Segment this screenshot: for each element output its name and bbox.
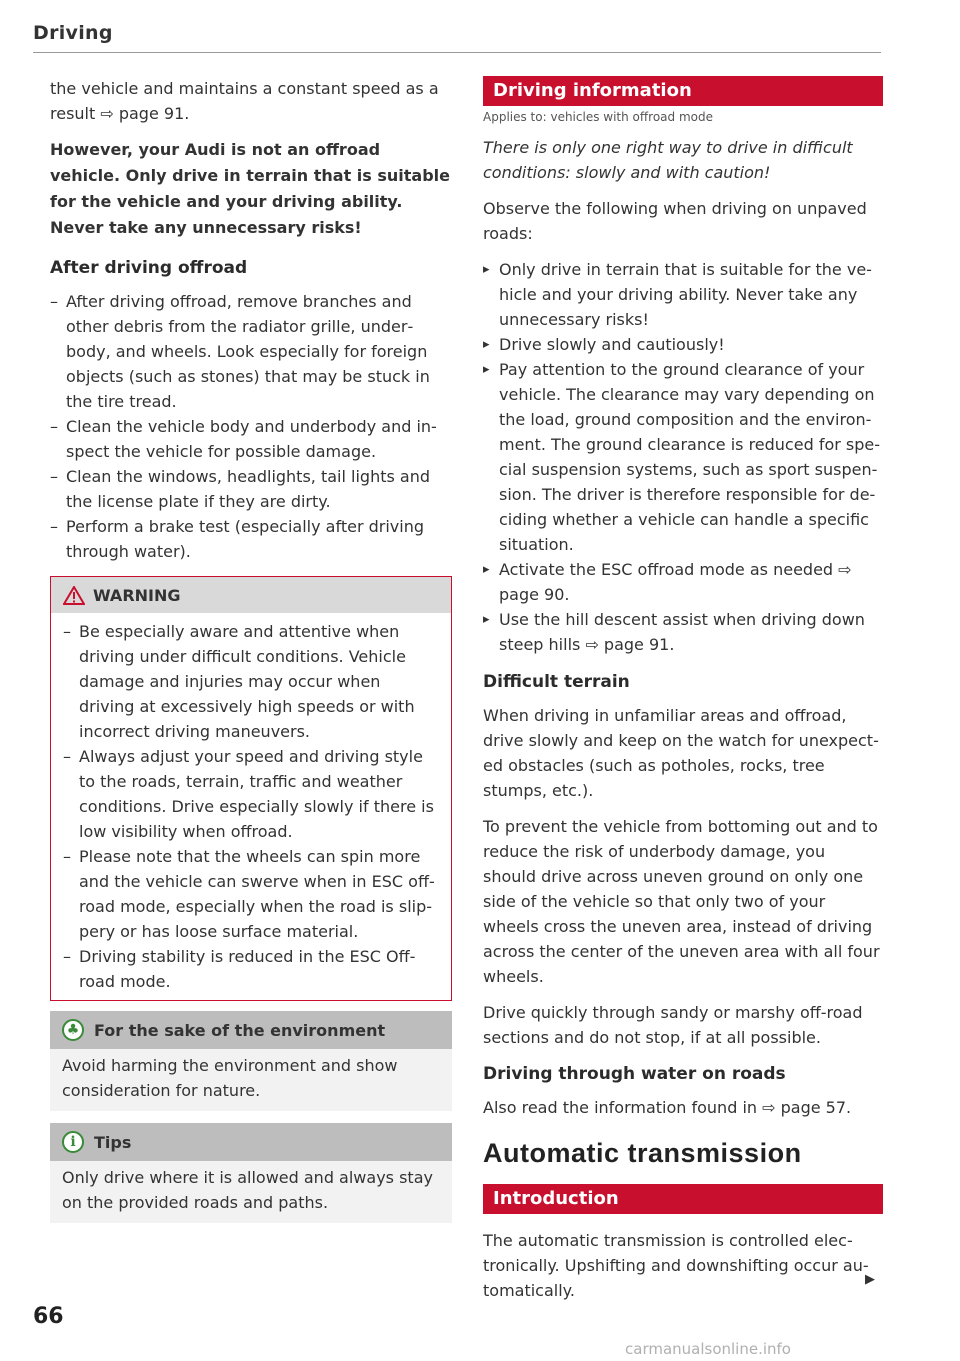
paragraph: Also read the information found in ⇨ page 57. — [483, 1098, 852, 1117]
warning-body — [51, 613, 451, 1000]
tips-header — [50, 1123, 452, 1161]
applies-to-note: Applies to: vehicles with offroad mode — [483, 110, 713, 124]
offroad-notice: However, your Audi is not an offroad vehicle. Only drive in terrain that is suitable for the vehicle and your driving ability. Never take any unnecessary risks! — [50, 140, 451, 237]
warning-title: WARNING — [93, 585, 181, 605]
list-item: – Clean the windows, headlights, tail lights and the license plate if they are dirty. — [50, 464, 452, 514]
heading-difficult-terrain: Difficult terrain — [483, 672, 630, 692]
watermark: carmanualsonline.info — [625, 1340, 791, 1358]
heading-after-driving-offroad: After driving offroad — [50, 258, 248, 278]
tips-title: Tips — [94, 1132, 132, 1152]
environment-title: For the sake of the environment — [94, 1020, 386, 1040]
continue-arrow-icon: ▶ — [865, 1272, 875, 1287]
paragraph: the vehicle and maintains a constant speed as a result ⇨ page 91. — [50, 79, 439, 123]
heading-driving-through-water: Driving through water on roads — [483, 1064, 786, 1084]
list-item: ▸ Only drive in terrain that is suitable for the vehicle and your driving ability. Never take any unnecessary risks! — [483, 257, 883, 332]
heading-automatic-transmission: Automatic transmission — [483, 1138, 802, 1168]
intro-italic: There is only one right way to drive in difficult conditions: slowly and with caution! — [483, 138, 853, 182]
list-item: – Always adjust your speed and driving style to the roads, terrain, traffic and weather conditions. Drive especially slowly if there is low visibility when offroad. — [63, 744, 439, 844]
info-icon: i — [62, 1131, 84, 1153]
list-item: – Be especially aware and attentive when driving under difficult conditions. Vehicle damage and injuries may occur when driving at excessively high speeds or with incorrect driving maneuvers. — [63, 619, 439, 744]
warning-list — [63, 619, 439, 994]
environment-box — [50, 1011, 452, 1111]
section-title-introduction: Introduction — [483, 1184, 883, 1214]
warning-triangle-icon — [63, 586, 85, 605]
list-item: ▸ Use the hill descent assist when driving down steep hills ⇨ page 91. — [483, 607, 883, 657]
list-item: – Driving stability is reduced in the ESC Offroad mode. — [63, 944, 439, 994]
list-item: ▸ Pay attention to the ground clearance of your vehicle. The clearance may vary depending on the load, ground composition and the environment. The ground clearance is reduced for special suspension systems, such as sport suspension. The driver is therefore responsible for deciding whether a vehicle can handle a specific situation. — [483, 357, 883, 557]
list-item: – After driving offroad, remove branches and other debris from the radiator grille, underbody, and wheels. Look especially for foreign objects (such as stones) that may be stuck in the tire tread. — [50, 289, 452, 414]
page-number: 66 — [33, 1304, 64, 1329]
after-driving-list — [50, 289, 452, 564]
list-item: ▸ Drive slowly and cautiously! — [483, 332, 883, 357]
right-column — [483, 76, 883, 1314]
paragraph: When driving in unfamiliar areas and offroad, drive slowly and keep on the watch for unexpected obstacles (such as potholes, rocks, tree stumps, etc.). — [483, 706, 879, 800]
list-item: – Clean the vehicle body and underbody and inspect the vehicle for possible damage. — [50, 414, 452, 464]
tips-body: Only drive where it is allowed and always stay on the provided roads and paths. — [62, 1168, 433, 1212]
header-title: Driving — [33, 22, 113, 44]
paragraph: Observe the following when driving on unpaved roads: — [483, 199, 867, 243]
leaf-icon: ♣ — [62, 1019, 84, 1041]
list-item: – Please note that the wheels can spin more and the vehicle can swerve when in ESC offroad mode, especially when the road is slippery or has loose surface material. — [63, 844, 439, 944]
left-column — [50, 76, 452, 1235]
paragraph: To prevent the vehicle from bottoming out and to reduce the risk of underbody damage, you should drive across uneven ground on only one side of the vehicle so that only two of your wheels cross the uneven area, instead of driving across the center of the uneven area with all four wheels. — [483, 817, 880, 986]
paragraph: Drive quickly through sandy or marshy off-road sections and do not stop, if at all possible. — [483, 1003, 863, 1047]
environment-header — [50, 1011, 452, 1049]
list-item: ▸ Activate the ESC offroad mode as needed ⇨ page 90. — [483, 557, 883, 607]
section-title-driving-information: Driving information — [483, 76, 883, 106]
environment-body: Avoid harming the environment and show consideration for nature. — [62, 1056, 398, 1100]
tips-box — [50, 1123, 452, 1223]
warning-header — [51, 577, 451, 613]
driving-info-list — [483, 257, 883, 657]
page-header — [33, 22, 881, 53]
paragraph: The automatic transmission is controlled electronically. Upshifting and downshifting occur automatically. — [483, 1231, 869, 1300]
warning-box — [50, 576, 452, 1001]
list-item: – Perform a brake test (especially after driving through water). — [50, 514, 452, 564]
